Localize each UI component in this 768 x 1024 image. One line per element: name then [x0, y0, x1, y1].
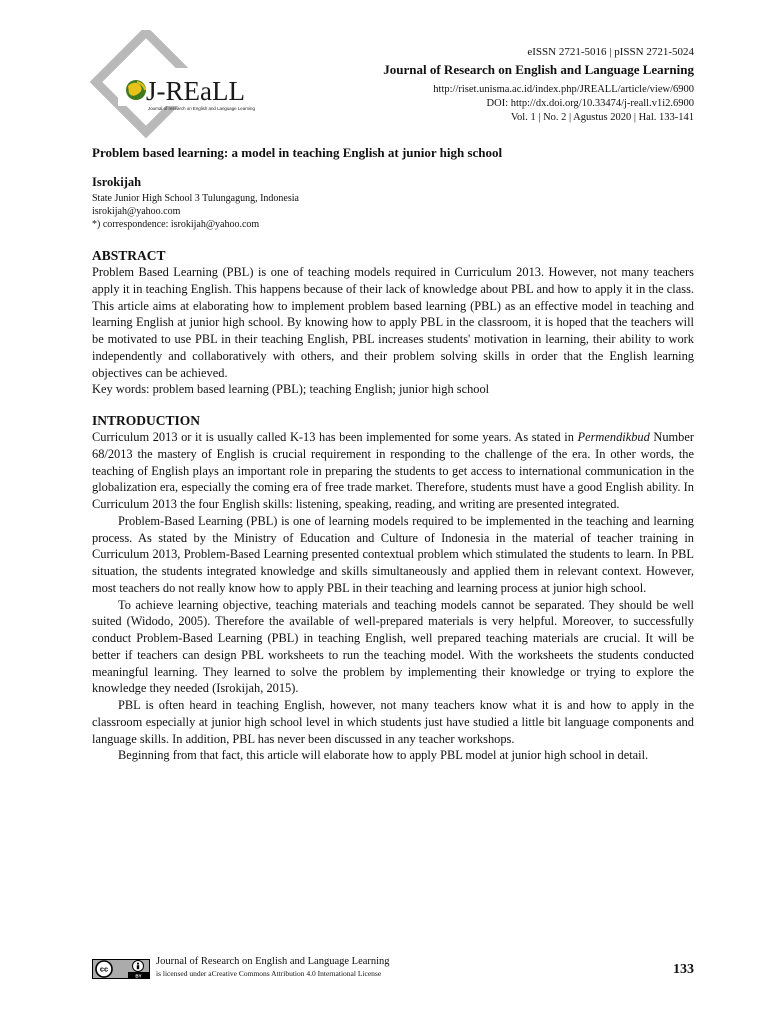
intro-p1-end: Number 68/2013 the mastery of English is crucial requirement in responding to the challenge of the era. In other words, the teaching of English plays an important role in preparing the students to get access to international communication in the globalization era, especially the coming era of free trade market. Therefore, students must have a good English ability. In Curriculum 2013 the four English skills: listening, speaking, reading, and writing are presented integrated. — [92, 430, 695, 511]
svg-text:BY: BY — [135, 973, 142, 979]
author-name: Isrokijah — [92, 175, 142, 189]
intro-paragraph-4: PBL is often heard in teaching English, however, not many teachers know what it is and how to apply in the classroom especially at junior high school level in which students just have studied a little bit language components and language skills. In addition, PBL has never been discussed in any teacher workshops. — [92, 698, 694, 746]
svg-text:cc: cc — [99, 964, 109, 974]
intro-paragraph-2: Problem-Based Learning (PBL) is one of learning models required to be implemented in the teaching and learning process. As stated by the Ministry of Education and Culture of Indonesia in the material of teacher training in Curriculum 2013, Problem-Based Learning presented contextual problem which stimulated the students to learn. In PBL situation, the students integrated knowledge and skills simultaneously and applied them in relevant context. However, most teachers do not really know how to apply PBL in their teaching and learning process at junior high school. — [92, 513, 694, 595]
author-affiliation: State Junior High School 3 Tulungagung, Indonesia — [92, 193, 299, 204]
introduction-heading: INTRODUCTION — [92, 413, 201, 428]
intro-paragraph-5: Beginning from that fact, this article will elaborate how to apply PBL model at junior high school in detail. — [118, 748, 649, 763]
abstract-heading: ABSTRACT — [92, 248, 166, 263]
intro-paragraph-3: To achieve learning objective, teaching materials and teaching models cannot be separated. They should be well suited (Widodo, 2005). Therefore the available of well-prepared materials is very helpful. Moreover, to successfully conduct Problem-Based Learning (PBL) in teaching English, well prepared teaching materials are crucial. It will be better if teachers can design PBL worksheets to run the teaching model. With the worksheets the students conducted meaningful learning. They learned to solve the problem by implementing their knowledge or trying to explore the knowledge they needed (Isrokijah, 2015). — [92, 597, 694, 696]
page-number: 133 — [673, 962, 694, 977]
intro-paragraph-1 — [92, 429, 694, 513]
author-email[interactable]: isrokijah@yahoo.com — [92, 206, 181, 217]
intro-p1-italic: Permendikbud — [577, 430, 650, 444]
abstract-text: Problem Based Learning (PBL) is one of teaching models required in Curriculum 2013. However, not many teachers apply it in teaching English. This happens because of their lack of knowledge about PBL and how to apply it in the class. This article aims at elaborating how to implement problem based learning (PBL) as an effective model in teaching and learning English at junior high school. By knowing how to apply PBL in the classroom, it is hoped that the teachers will be motivated to use PBL in their teaching English, PBL increases students' motivation in learning, their ability to work independently and collaboratively with others, and their problem solving skills in order that the English learning objectives can be achieved. — [92, 265, 694, 380]
footer-license[interactable]: is licensed under aCreative Commons Attribution 4.0 International License — [156, 969, 382, 978]
article-body — [92, 247, 694, 764]
correspondence: *) correspondence: isrokijah@yahoo.com — [92, 219, 260, 230]
logo-text: J-REaLL — [146, 76, 245, 106]
creative-commons-badge[interactable] — [92, 959, 150, 979]
logo-subtext: Journal of research on English and Language Learning — [148, 106, 255, 111]
issn: eISSN 2721-5016 | pISSN 2721-5024 — [527, 46, 694, 58]
journal-title: Journal of Research on English and Language Learning — [383, 62, 694, 77]
paper-title: Problem based learning: a model in teaching English at junior high school — [92, 145, 503, 160]
article-url[interactable]: http://riset.unisma.ac.id/index.php/JREALL/article/view/6900 — [433, 84, 694, 95]
footer-journal[interactable]: Journal of Research on English and Language Learning — [156, 956, 390, 967]
article-doi[interactable]: DOI: http://dx.doi.org/10.33474/j-reall.v1i2.6900 — [486, 98, 694, 109]
journal-logo — [88, 30, 288, 142]
keywords: Key words: problem based learning (PBL); teaching English; junior high school — [92, 382, 490, 397]
volume-info: Vol. 1 | No. 2 | Agustus 2020 | Hal. 133-141 — [510, 112, 694, 123]
intro-p1-start: Curriculum 2013 or it is usually called K-13 has been implemented for some years. As stated in — [92, 430, 578, 444]
